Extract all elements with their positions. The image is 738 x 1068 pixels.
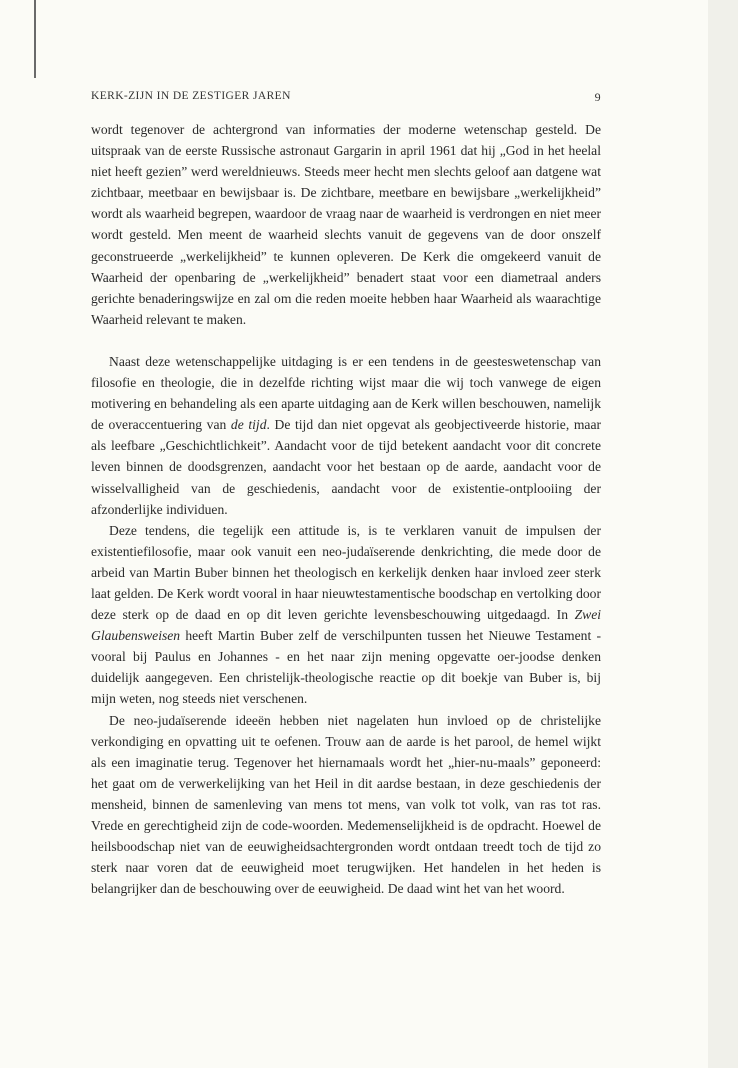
text-segment: heeft Martin Buber zelf de verschilpunten tussen het Nieuwe Testament - vooral bij Paulus en Johannes - en het naar zijn mening opgevatte oer-joodse denken duidelijk aangegeven. Een christelijk-theologische reactie op dit boekje van Buber is, bij mijn weten, nog steeds niet verschenen. (91, 628, 601, 707)
italic-book-title: Zwei Glaubensweisen (91, 607, 601, 644)
paragraph-3 (91, 520, 601, 710)
page-header (91, 90, 601, 108)
text-segment: Deze tendens, die tegelijk een attitude is, is te verklaren vanuit de impulsen der existentiefilosofie, maar ook vanuit een neo-judaïserende denkrichting, die mede door de arbeid van Martin Buber binnen het theologisch en kerkelijk denken haar invloed zeer sterk laat gelden. De Kerk wordt vooral in haar nieuwtestamentische boodschap en vertolking door deze sterk op de daad en op dit leven gerichte levensbeschouwing uitgedaagd. In (91, 522, 601, 623)
text-segment: wordt tegenover de achtergrond van informaties der moderne wetenschap gesteld. De uitspraak van de eerste Russische astronaut Gargarin in april 1961 dat hij „God in het heelal niet heeft gezien” werd wereldnieuws. Steeds meer hecht men slechts geloof aan datgene wat zichtbaar, meetbaar en bewijsbaar is. De zichtbare, meetbare en bewijsbare „werkelijkheid” wordt als waarheid begrepen, waardoor de vraag naar de waarheid is verdrongen en niet meer wordt gesteld. Men meent de waarheid slechts vanuit de gegevens van de door onszelf geconstrueerde „werkelijkheid” te kunnen opleveren. De Kerk die omgekeerd vanuit de Waarheid der openbaring de „werkelijkheid” benadert staat voor een diametraal anders gerichte benaderingswijze en zal om die reden moeite hebben haar Waarheid als waarachtige Waarheid relevant te maken. (91, 122, 601, 327)
page-number: 9 (594, 90, 601, 104)
text-segment: Naast deze wetenschappelijke uitdaging is er een tendens in de geesteswetenschap van filosofie en theologie, die in dezelfde richting wijst maar die wij toch vanwege de eigen motivering en behandeling als een aparte uitdaging aan de Kerk willen beschouwen, namelijk de overaccentuering van (91, 353, 601, 433)
paragraph-4 (91, 710, 601, 900)
paragraph-1 (91, 119, 601, 330)
running-head: KERK-ZIJN IN DE ZESTIGER JAREN (91, 90, 291, 102)
italic-term: de tijd (230, 417, 267, 433)
paragraph-2 (91, 351, 601, 520)
body-text (91, 119, 601, 899)
scan-edge-right (708, 0, 738, 1068)
scan-edge-left (34, 0, 36, 78)
text-segment: . De tijd dan niet opgevat als geobjectiveerde historie, maar als leefbare „Geschichtlichkeit”. Aandacht voor de tijd betekent aandacht voor dit concrete leven binnen de doodsgrenzen, aandacht voor het bestaan op de aarde, aandacht voor de wisselvalligheid van de geschiedenis, aandacht voor de existentie-ontplooiing der afzonderlijke individuen. (91, 417, 602, 517)
text-segment: De neo-judaïserende ideeën hebben niet nagelaten hun invloed op de christelijke verkondiging en opvatting uit te oefenen. Trouw aan de aarde is het parool, de hemel wijkt als een imaginatie terug. Tegenover het hiernamaals wordt het „hier-nu-maals” geponeerd: het gaat om de verwerkelijking van het Heil in dit aardse bestaan, in deze geschiedenis der mensheid, binnen de samenleving van mens tot mens, van volk tot volk, van ras tot ras. Vrede en gerechtigheid zijn de code-woorden. Medemenselijkheid is de opdracht. Hoewel de heilsboodschap niet van de eeuwigheidsachtergronden wordt ontdaan treedt toch de tijd zo sterk naar voren dat de eeuwigheid moet terugwijken. Het handelen in het heden is belangrijker dan de beschouwing over de eeuwigheid. De daad wint het van het woord. (91, 712, 601, 897)
